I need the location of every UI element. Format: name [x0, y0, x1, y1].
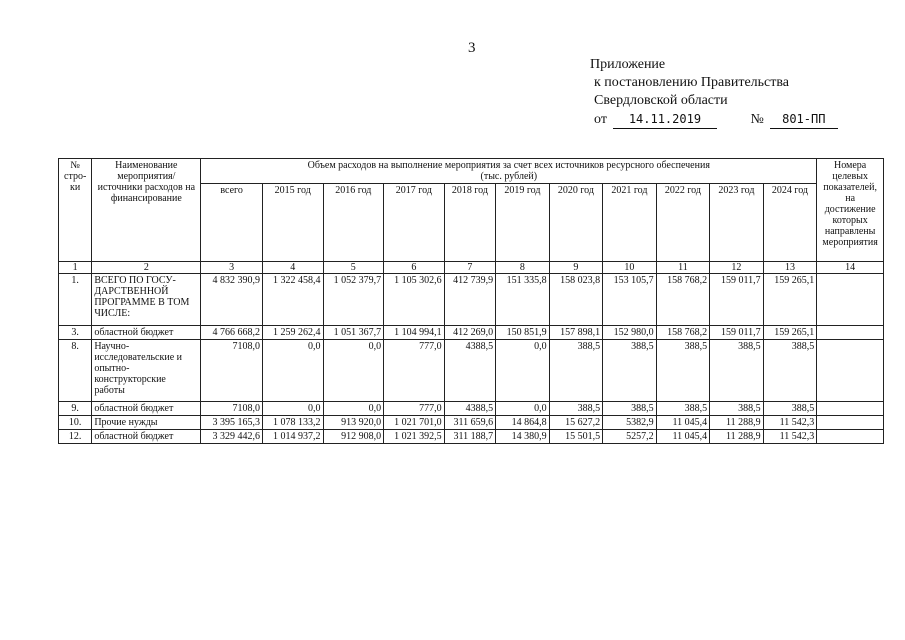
resolution-date: 14.11.2019	[613, 110, 717, 129]
column-number: 11	[656, 262, 710, 274]
row-value: 388,5	[656, 402, 710, 416]
column-number: 2	[92, 262, 201, 274]
row-value: 912 908,0	[323, 430, 384, 444]
header-row-no: № стро-ки	[59, 159, 92, 262]
row-value: 388,5	[710, 340, 764, 402]
row-value: 388,5	[549, 402, 603, 416]
row-value: 1 052 379,7	[323, 274, 384, 326]
header-year: 2017 год	[384, 184, 445, 262]
row-number: 10.	[59, 416, 92, 430]
column-number: 7	[444, 262, 495, 274]
column-number: 1	[59, 262, 92, 274]
row-value: 5382,9	[603, 416, 657, 430]
row-value: 159 011,7	[710, 326, 764, 340]
row-value: 11 288,9	[710, 430, 764, 444]
row-number: 12.	[59, 430, 92, 444]
row-total: 3 329 442,6	[201, 430, 263, 444]
column-number: 12	[710, 262, 764, 274]
row-value: 15 501,5	[549, 430, 603, 444]
header-total: всего	[201, 184, 263, 262]
row-name: Прочие нужды	[92, 416, 201, 430]
row-number: 8.	[59, 340, 92, 402]
row-value: 777,0	[384, 340, 445, 402]
header-year: 2024 год	[763, 184, 817, 262]
row-value: 412 739,9	[444, 274, 495, 326]
annex-line-3: Свердловской области	[594, 93, 728, 108]
row-value: 1 014 937,2	[262, 430, 323, 444]
row-value: 388,5	[763, 402, 817, 416]
row-indicators	[817, 430, 884, 444]
header-year: 2022 год	[656, 184, 710, 262]
row-value: 388,5	[710, 402, 764, 416]
row-value: 388,5	[603, 340, 657, 402]
row-value: 15 627,2	[549, 416, 603, 430]
row-value: 388,5	[763, 340, 817, 402]
header-indicators: Номера целевых показателей, на достижение которых направлены мероприятия	[817, 159, 884, 262]
row-value: 777,0	[384, 402, 445, 416]
annex-line-2: к постановлению Правительства	[594, 75, 790, 90]
row-value: 158 023,8	[549, 274, 603, 326]
row-value: 157 898,1	[549, 326, 603, 340]
row-value: 0,0	[323, 402, 384, 416]
column-number: 13	[763, 262, 817, 274]
number-label: №	[750, 112, 764, 127]
row-value: 1 078 133,2	[262, 416, 323, 430]
row-name: областной бюджет	[92, 326, 201, 340]
row-value: 0,0	[262, 340, 323, 402]
row-number: 9.	[59, 402, 92, 416]
header-year: 2016 год	[323, 184, 384, 262]
row-value: 388,5	[656, 340, 710, 402]
row-value: 0,0	[496, 340, 550, 402]
row-value: 388,5	[603, 402, 657, 416]
annex-title: Приложение	[590, 57, 666, 72]
row-value: 158 768,2	[656, 326, 710, 340]
row-value: 14 864,8	[496, 416, 550, 430]
row-value: 0,0	[496, 402, 550, 416]
row-value: 4388,5	[444, 340, 495, 402]
column-number: 8	[496, 262, 550, 274]
header-year: 2020 год	[549, 184, 603, 262]
row-value: 159 265,1	[763, 326, 817, 340]
row-value: 151 335,8	[496, 274, 550, 326]
header-year: 2019 год	[496, 184, 550, 262]
row-value: 159 011,7	[710, 274, 764, 326]
table-row	[59, 340, 884, 402]
row-total: 7108,0	[201, 340, 263, 402]
row-value: 412 269,0	[444, 326, 495, 340]
row-total: 4 832 390,9	[201, 274, 263, 326]
column-number: 10	[603, 262, 657, 274]
row-value: 11 045,4	[656, 430, 710, 444]
row-value: 4388,5	[444, 402, 495, 416]
column-number: 4	[262, 262, 323, 274]
row-value: 1 322 458,4	[262, 274, 323, 326]
column-numbers-row	[59, 262, 884, 274]
row-value: 0,0	[323, 340, 384, 402]
table-row	[59, 402, 884, 416]
resolution-number: 801-ПП	[770, 110, 838, 129]
table-row	[59, 416, 884, 430]
row-value: 11 542,3	[763, 430, 817, 444]
row-indicators	[817, 340, 884, 402]
row-indicators	[817, 416, 884, 430]
row-total: 3 395 165,3	[201, 416, 263, 430]
row-value: 152 980,0	[603, 326, 657, 340]
row-value: 11 542,3	[763, 416, 817, 430]
header-row-1	[59, 159, 884, 184]
column-number: 3	[201, 262, 263, 274]
row-total: 7108,0	[201, 402, 263, 416]
expenses-table	[58, 158, 884, 444]
row-name: областной бюджет	[92, 402, 201, 416]
header-expenses	[201, 159, 817, 184]
row-value: 5257,2	[603, 430, 657, 444]
row-value: 388,5	[549, 340, 603, 402]
header-expenses-unit: (тыс. рублей)	[480, 171, 538, 182]
row-value: 311 188,7	[444, 430, 495, 444]
table-row	[59, 326, 884, 340]
page-number: 3	[468, 40, 476, 56]
row-value: 913 920,0	[323, 416, 384, 430]
row-value: 150 851,9	[496, 326, 550, 340]
row-value: 1 021 392,5	[384, 430, 445, 444]
header-year: 2015 год	[262, 184, 323, 262]
column-number: 6	[384, 262, 445, 274]
column-number: 5	[323, 262, 384, 274]
row-number: 3.	[59, 326, 92, 340]
column-number: 9	[549, 262, 603, 274]
row-name: Научно-исследовательские и опытно-конструкторские работы	[92, 340, 201, 402]
row-value: 1 259 262,4	[262, 326, 323, 340]
from-label: от	[594, 112, 607, 127]
header-name: Наименование мероприятия/ источники расходов на финансирование	[92, 159, 201, 262]
row-name: областной бюджет	[92, 430, 201, 444]
row-value: 158 768,2	[656, 274, 710, 326]
row-total: 4 766 668,2	[201, 326, 263, 340]
row-value: 11 288,9	[710, 416, 764, 430]
header-year: 2021 год	[603, 184, 657, 262]
row-number: 1.	[59, 274, 92, 326]
row-value: 159 265,1	[763, 274, 817, 326]
header-expenses-title: Объем расходов на выполнение мероприятия за счет всех источников ресурсного обеспечения	[307, 160, 710, 171]
table-row	[59, 430, 884, 444]
row-value: 153 105,7	[603, 274, 657, 326]
header-year: 2018 год	[444, 184, 495, 262]
row-value: 14 380,9	[496, 430, 550, 444]
row-value: 11 045,4	[656, 416, 710, 430]
annex-header	[590, 56, 838, 129]
row-name: ВСЕГО ПО ГОСУ-ДАРСТВЕННОЙ ПРОГРАММЕ В ТОМ ЧИСЛЕ:	[92, 274, 201, 326]
row-value: 1 105 302,6	[384, 274, 445, 326]
row-value: 311 659,6	[444, 416, 495, 430]
annex-date-line	[590, 110, 838, 129]
row-value: 1 021 701,0	[384, 416, 445, 430]
row-value: 1 051 367,7	[323, 326, 384, 340]
row-value: 0,0	[262, 402, 323, 416]
table-row	[59, 274, 884, 326]
row-value: 1 104 994,1	[384, 326, 445, 340]
row-indicators	[817, 274, 884, 326]
column-number: 14	[817, 262, 884, 274]
header-year: 2023 год	[710, 184, 764, 262]
row-indicators	[817, 326, 884, 340]
row-indicators	[817, 402, 884, 416]
